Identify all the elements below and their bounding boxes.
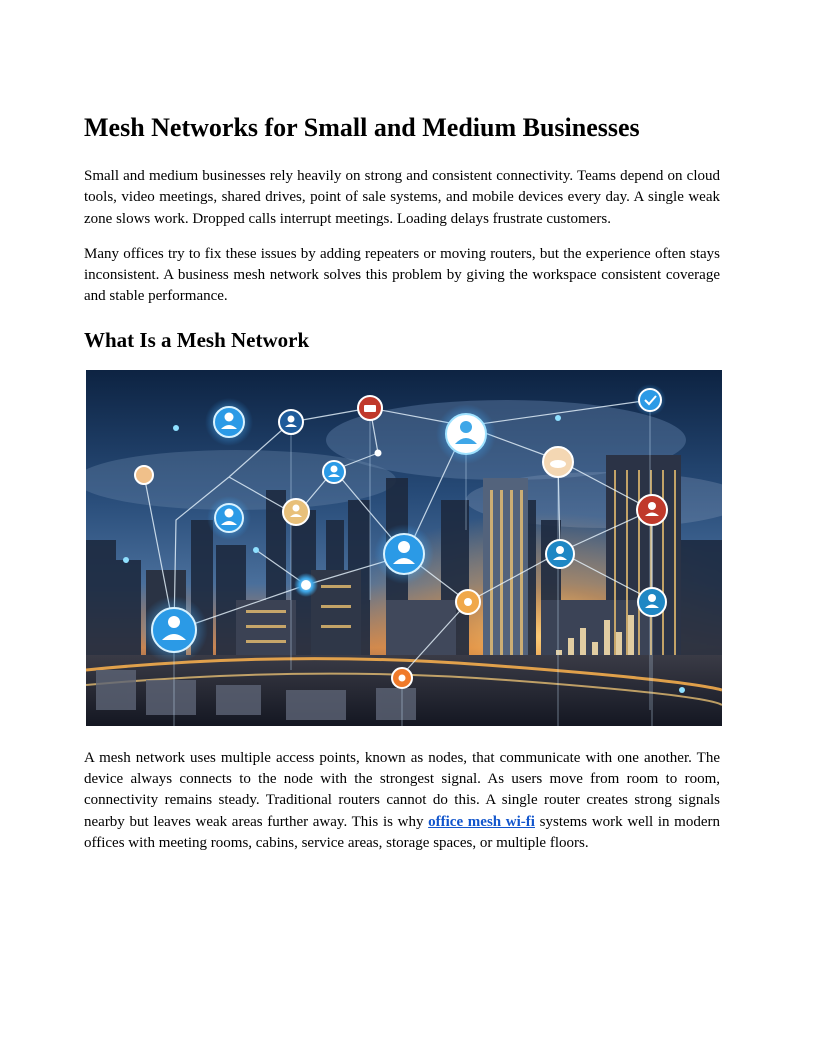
office-mesh-wifi-link[interactable]: office mesh wi-fi — [428, 813, 535, 830]
body-paragraph-text-end: systems work well in modern offices with meeting rooms, cabins, service areas, storage spaces, or multiple floors. — [84, 813, 720, 851]
document-page — [84, 110, 720, 868]
body-paragraph — [84, 748, 720, 854]
router-icon — [358, 396, 382, 420]
section-heading: What Is a Mesh Network — [84, 327, 310, 352]
check-icon — [634, 384, 666, 416]
intro-paragraph-1: Small and medium businesses rely heavily on strong and consistent connectivity. Teams depend on cloud tools, video meetings, shared drives, point of sale systems, and mobile devices every day. A single weak zone slows work. Dropped calls interrupt meetings. Loading delays frustrate customers. — [84, 168, 720, 227]
intro-paragraph-2: Many offices try to fix these issues by adding repeaters or moving routers, but the experience often stays inconsistent. A business mesh network solves this problem by giving the workspace consistent coverage and stable performance. — [84, 245, 720, 305]
cloud-icon — [543, 447, 573, 477]
mesh-network-city-illustration — [86, 370, 722, 726]
body-paragraph-text-start: A mesh network uses multiple access points, known as nodes, that communicate with one another. The device always connects to the node with the strongest signal. As users move from room to room, connectivity remains steady. Traditional routers cannot do this. A single router creates strong signals nearby but leaves weak areas further away. This is why — [84, 749, 720, 830]
page-title: Mesh Networks for Small and Medium Businesses — [84, 113, 640, 142]
